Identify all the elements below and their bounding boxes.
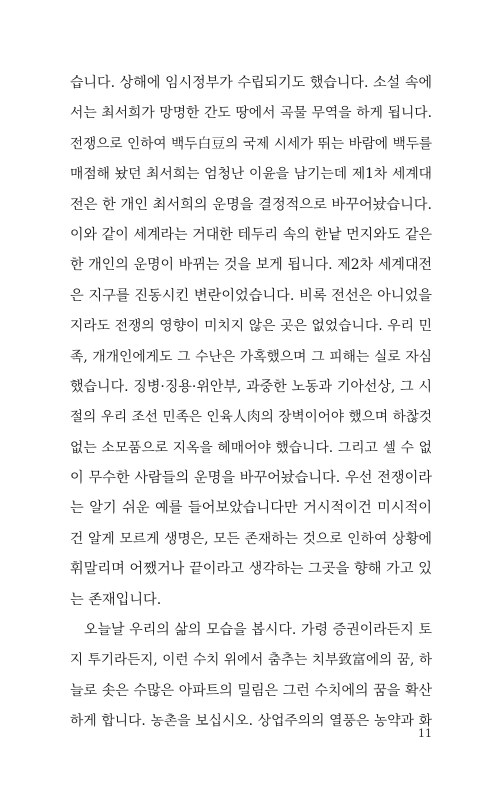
text-line: 했습니다. 징병·징용·위안부, 과중한 노동과 기아선상, 그 시 — [70, 378, 432, 395]
text-line: 는 알기 쉬운 예를 들어보았습니다만 거시적이건 미시적이 — [70, 500, 432, 517]
page-number: 11 — [418, 727, 432, 740]
text-line: 전쟁으로 인하여 백두白豆의 국제 시세가 뛰는 바람에 백두를 — [70, 135, 432, 152]
text-line: 없는 소모품으로 지옥을 헤매어야 했습니다. 그리고 셀 수 없 — [70, 439, 432, 456]
text-line: 늘로 솟은 수많은 아파트의 밀림은 그런 수치에의 꿈을 확산 — [70, 682, 432, 699]
text-line: 휘말리며 어쨌거나 끝이라고 생각하는 그곳을 향해 가고 있 — [70, 561, 432, 578]
text-line: 오늘날 우리의 삶의 모습을 봅시다. 가령 증권이라든지 토 — [84, 622, 432, 639]
paragraph-2 — [70, 615, 432, 737]
text-line: 한 개인의 운명이 바뀌는 것을 보게 됩니다. 제2차 세계대전 — [70, 257, 432, 274]
text-line: 는 존재입니다. — [70, 591, 162, 608]
text-line: 이와 같이 세계라는 거대한 테두리 속의 한낱 먼지와도 같은 — [70, 226, 432, 243]
text-line: 서는 최서희가 망명한 간도 땅에서 곡물 무역을 하게 됩니다. — [70, 105, 432, 122]
text-line: 습니다. 상해에 임시정부가 수립되기도 했습니다. 소설 속에 — [70, 75, 432, 91]
body-text — [70, 68, 432, 737]
text-line: 하게 합니다. 농촌을 보십시오. 상업주의의 열풍은 농약과 화 — [70, 713, 432, 730]
text-line: 은 지구를 진동시킨 변란이었습니다. 비록 전선은 아니었을 — [70, 287, 432, 304]
text-line: 절의 우리 조선 민족은 인육人肉의 장벽이어야 했으며 하찮것 — [70, 409, 432, 426]
text-line: 지 투기라든지, 이런 수치 위에서 춤추는 치부致富에의 꿈, 하 — [70, 652, 432, 669]
text-line: 이 무수한 사람들의 운명을 바꾸어놨습니다. 우선 전쟁이라 — [70, 470, 432, 487]
text-line: 매점해 놨던 최서희는 엄청난 이윤을 남기는데 제1차 세계대 — [70, 166, 432, 183]
text-line: 전은 한 개인 최서희의 운명을 결정적으로 바꾸어놨습니다. — [70, 196, 432, 213]
text-line: 지라도 전쟁의 영향이 미치지 않은 곳은 없었습니다. 우리 민 — [70, 318, 432, 335]
text-line: 건 알게 모르게 생명은, 모든 존재하는 것으로 인하여 상황에 — [70, 530, 432, 547]
paragraph-1 — [70, 68, 432, 615]
text-line: 족, 개개인에게도 그 수난은 가혹했으며 그 피해는 실로 자심 — [70, 348, 432, 365]
